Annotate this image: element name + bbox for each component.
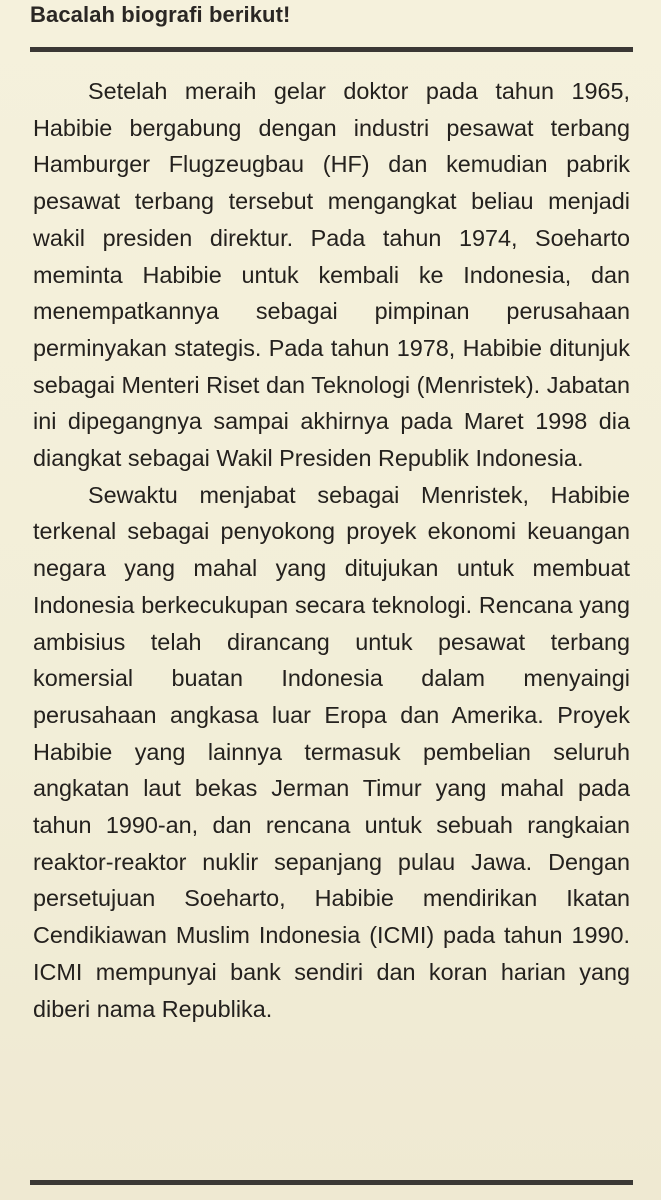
bottom-divider [30,1180,633,1185]
paragraph-1: Setelah meraih gelar doktor pada tahun 1965, Habibie bergabung dengan industri pesawat terbang Hamburger Flugzeugbau (HF) dan kemudian pabrik pesawat terbang tersebut mengangkat beliau menjadi wakil presiden direktur. Pada tahun 1974, Soeharto meminta Habibie untuk kembali ke Indonesia, dan menempatkannya sebagai pimpinan perusahaan perminyakan stategis. Pada tahun 1978, Habibie ditunjuk sebagai Menteri Riset dan Teknologi (Menristek). Jabatan ini dipegangnya sampai akhirnya pada Maret 1998 dia diangkat sebagai Wakil Presiden Republik Indonesia. [33,78,630,472]
top-divider [30,47,633,52]
paragraph-2: Sewaktu menjabat sebagai Menristek, Habibie terkenal sebagai penyokong proyek ekonomi keuangan negara yang mahal yang ditujukan untuk membuat Indonesia berkecukupan secara teknologi. Rencana yang ambisius telah dirancang untuk pesawat terbang komersial buatan Indonesia dalam menyaingi perusahaan angkasa luar Eropa dan Amerika. Proyek Habibie yang lainnya termasuk pembelian seluruh angkatan laut bekas Jerman Timur yang mahal pada tahun 1990-an, dan rencana untuk sebuah rangkaian reaktor-reaktor nuklir sepanjang pulau Jawa. Dengan persetujuan Soeharto, Habibie mendirikan Ikatan Cendikiawan Muslim Indonesia (ICMI) pada tahun 1990. ICMI mempunyai bank sendiri dan koran harian yang diberi nama Republika. [33,481,630,1022]
instruction-heading: Bacalah biografi berikut! [30,2,291,27]
biography-text [33,73,630,1027]
